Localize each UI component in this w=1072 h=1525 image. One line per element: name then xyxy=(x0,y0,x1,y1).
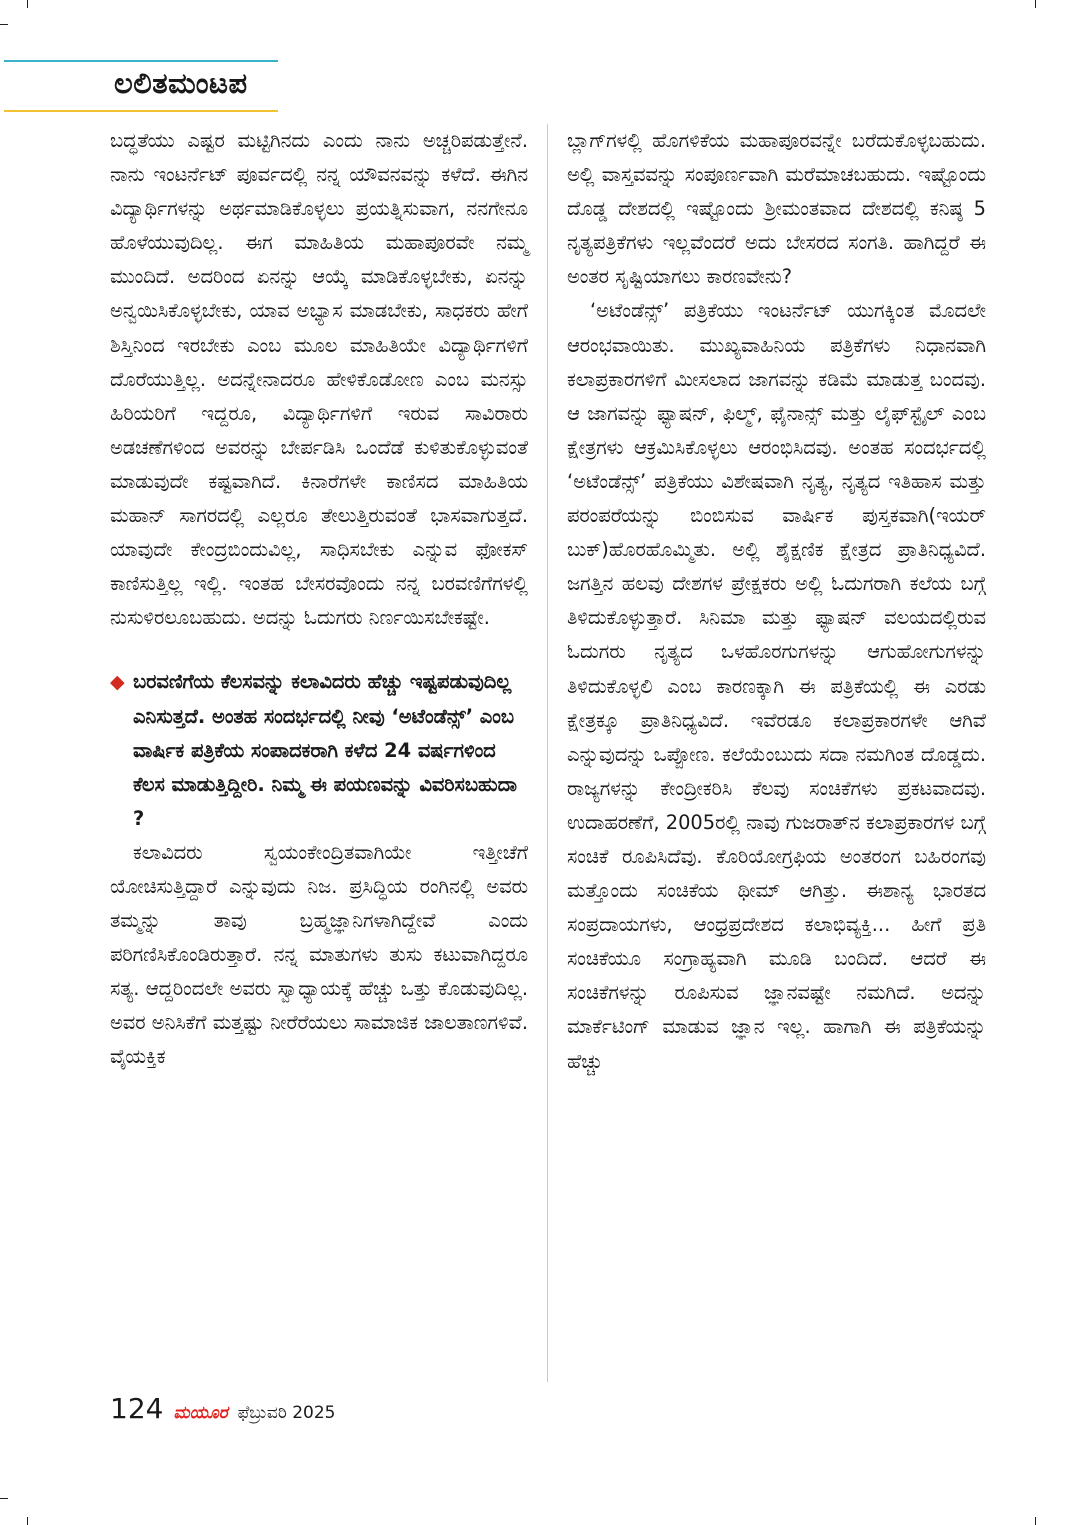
article-paragraph: ಬದ್ಧತೆಯು ಎಷ್ಟರ ಮಟ್ಟಿಗಿನದು ಎಂದು ನಾನು ಅಚ್ಚರಿಪಡುತ್ತೇನೆ. ನಾನು ಇಂಟರ್ನೆಟ್ ಪೂರ್ವದಲ್ಲಿ ನನ್ನ ಯೌವನವನ್ನು ಕಳೆದೆ. ಈಗಿನ ವಿದ್ಯಾರ್ಥಿಗಳನ್ನು ಅರ್ಥಮಾಡಿಕೊಳ್ಳಲು ಪ್ರಯತ್ನಿಸುವಾಗ, ನನಗೇನೂ ಹೊಳೆಯುವುದಿಲ್ಲ. ಈಗ ಮಾಹಿತಿಯ ಮಹಾಪೂರವೇ ನಮ್ಮ ಮುಂದಿದೆ. ಅದರಿಂದ ಏನನ್ನು ಆಯ್ಕೆ ಮಾಡಿಕೊಳ್ಳಬೇಕು, ಏನನ್ನು ಅನ್ವಯಿಸಿಕೊಳ್ಳಬೇಕು, ಯಾವ ಅಭ್ಯಾಸ ಮಾಡಬೇಕು, ಸಾಧಕರು ಹೇಗೆ ಶಿಸ್ತಿನಿಂದ ಇರಬೇಕು ಎಂಬ ಮೂಲ ಮಾಹಿತಿಯೇ ವಿದ್ಯಾರ್ಥಿಗಳಿಗೆ ದೊರೆಯುತ್ತಿಲ್ಲ. ಅದನ್ನೇನಾದರೂ ಹೇಳಿಕೊಡೋಣ ಎಂಬ ಮನಸ್ಸು ಹಿರಿಯರಿಗೆ ಇದ್ದರೂ, ವಿದ್ಯಾರ್ಥಿಗಳಿಗೆ ಇರುವ ಸಾವಿರಾರು ಅಡಚಣೆಗಳಿಂದ ಅವರನ್ನು ಬೇರ್ಪಡಿಸಿ ಒಂದೆಡೆ ಕುಳಿತುಕೊಳ್ಳುವಂತೆ ಮಾಡುವುದೇ ಕಷ್ಟವಾಗಿದೆ. ಕಿನಾರೆಗಳೇ ಕಾಣಿಸದ ಮಾಹಿತಿಯ ಮಹಾನ್ ಸಾಗರದಲ್ಲಿ ಎಲ್ಲರೂ ತೇಲುತ್ತಿರುವಂತೆ ಭಾಸವಾಗುತ್ತದೆ. ಯಾವುದೇ ಕೇಂದ್ರಬಿಂದುವಿಲ್ಲ, ಸಾಧಿಸಬೇಕು ಎನ್ನುವ ಫೋಕಸ್ ಕಾಣಿಸುತ್ತಿಲ್ಲ ಇಲ್ಲಿ. ಇಂತಹ ಬೇಸರವೊಂದು ನನ್ನ ಬರವಣಿಗೆಗಳಲ್ಲಿ ನುಸುಳಿರಲೂಬಹುದು. ಅದನ್ನು ಓದುಗರು ನಿರ್ಣಯಿಸಬೇಕಷ್ಟೇ. xyxy=(110,129,528,630)
article-column-right xyxy=(567,124,986,1079)
interview-question xyxy=(110,665,528,835)
article-paragraph: ಬ್ಲಾಗ್‌ಗಳಲ್ಲಿ ಹೊಗಳಿಕೆಯ ಮಹಾಪೂರವನ್ನೇ ಬರೆದುಕೊಳ್ಳಬಹುದು. ಅಲ್ಲಿ ವಾಸ್ತವವನ್ನು ಸಂಪೂರ್ಣವಾಗಿ ಮರೆಮಾಚಬಹುದು. ಇಷ್ಟೊಂದು ದೊಡ್ಡ ದೇಶದಲ್ಲಿ ಇಷ್ಟೊಂದು ಶ್ರೀಮಂತವಾದ ದೇಶದಲ್ಲಿ ಕನಿಷ್ಠ 5 ನೃತ್ಯಪತ್ರಿಕೆಗಳು ಇಲ್ಲವೆಂದರೆ ಅದು ಬೇಸರದ ಸಂಗತಿ. ಹಾಗಿದ್ದರೆ ಈ ಅಂತರ ಸೃಷ್ಟಿಯಾಗಲು ಕಾರಣವೇನು? xyxy=(567,129,986,289)
question-text: ಬರವಣಿಗೆಯ ಕೆಲಸವನ್ನು ಕಲಾವಿದರು ಹೆಚ್ಚು ಇಷ್ಟಪಡುವುದಿಲ್ಲ ಎನಿಸುತ್ತದೆ. ಅಂತಹ ಸಂದರ್ಭದಲ್ಲಿ ನೀವು ‘ಅಟೆಂಡೆನ್ಸ್’ ಎಂಬ ವಾರ್ಷಿಕ ಪತ್ರಿಕೆಯ ಸಂಪಾದಕರಾಗಿ ಕಳೆದ 24 ವರ್ಷಗಳಿಂದ ಕೆಲಸ ಮಾಡುತ್ತಿದ್ದೀರಿ. ನಿಮ್ಮ ಈ ಪಯಣವನ್ನು ವಿವರಿಸಬಹುದಾ ? xyxy=(133,670,517,830)
crop-mark xyxy=(1035,1517,1036,1525)
crop-mark xyxy=(0,24,8,25)
article-column-left xyxy=(110,124,528,1075)
section-title: ಲಲಿತಮಂಟಪ xyxy=(114,66,248,100)
article-paragraph: ‘ಅಟೆಂಡೆನ್ಸ್’ ಪತ್ರಿಕೆಯು ಇಂಟರ್ನೆಟ್ ಯುಗಕ್ಕಿಂತ ಮೊದಲೇ ಆರಂಭವಾಯಿತು. ಮುಖ್ಯವಾಹಿನಿಯ ಪತ್ರಿಕೆಗಳು ನಿಧಾನವಾಗಿ ಕಲಾಪ್ರಕಾರಗಳಿಗೆ ಮೀಸಲಾದ ಜಾಗವನ್ನು ಕಡಿಮೆ ಮಾಡುತ್ತ ಬಂದವು. ಆ ಜಾಗವನ್ನು ಫ್ಯಾಷನ್, ಫಿಲ್ಮ್, ಫೈನಾನ್ಸ್ ಮತ್ತು ಲೈಫ್‌ಸ್ಟೈಲ್ ಎಂಬ ಕ್ಷೇತ್ರಗಳು ಆಕ್ರಮಿಸಿಕೊಳ್ಳಲು ಆರಂಭಿಸಿದವು. ಅಂತಹ ಸಂದರ್ಭದಲ್ಲಿ ‘ಅಟೆಂಡೆನ್ಸ್’ ಪತ್ರಿಕೆಯು ವಿಶೇಷವಾಗಿ ನೃತ್ಯ, ನೃತ್ಯದ ಇತಿಹಾಸ ಮತ್ತು ಪರಂಪರೆಯನ್ನು ಬಿಂಬಿಸುವ ವಾರ್ಷಿಕ ಪುಸ್ತಕವಾಗಿ(ಇಯರ್ ಬುಕ್)ಹೊರಹೊಮ್ಮಿತು. ಅಲ್ಲಿ ಶೈಕ್ಷಣಿಕ ಕ್ಷೇತ್ರದ ಪ್ರಾತಿನಿಧ್ಯವಿದೆ. ಜಗತ್ತಿನ ಹಲವು ದೇಶಗಳ ಪ್ರೇಕ್ಷಕರು ಅಲ್ಲಿ ಓದುಗರಾಗಿ ಕಲೆಯ ಬಗ್ಗೆ ತಿಳಿದುಕೊಳ್ಳುತ್ತಾರೆ. ಸಿನಿಮಾ ಮತ್ತು ಫ್ಯಾಷನ್ ವಲಯದಲ್ಲಿರುವ ಓದುಗರು ನೃತ್ಯದ ಒಳಹೊರಗುಗಳನ್ನು ಆಗುಹೋಗುಗಳನ್ನು ತಿಳಿದುಕೊಳ್ಳಲಿ ಎಂಬ ಕಾರಣಕ್ಕಾಗಿ ಈ ಪತ್ರಿಕೆಯಲ್ಲಿ ಈ ಎರಡು ಕ್ಷೇತ್ರಕ್ಕೂ ಪ್ರಾತಿನಿಧ್ಯವಿದೆ. ಇವೆರಡೂ ಕಲಾಪ್ರಕಾರಗಳೇ ಆಗಿವೆ ಎನ್ನುವುದನ್ನು ಒಪ್ಪೋಣ. ಕಲೆಯೆಂಬುದು ಸದಾ ನಮಗಿಂತ ದೊಡ್ಡದು. ರಾಜ್ಯಗಳನ್ನು ಕೇಂದ್ರೀಕರಿಸಿ ಕೆಲವು ಸಂಚಿಕೆಗಳು ಪ್ರಕಟವಾದವು. ಉದಾಹರಣೆಗೆ, 2005ರಲ್ಲಿ ನಾವು ಗುಜರಾತ್‌ನ ಕಲಾಪ್ರಕಾರಗಳ ಬಗ್ಗೆ ಸಂಚಿಕೆ ರೂಪಿಸಿದೆವು. ಕೊರಿಯೋಗ್ರಫಿಯ ಅಂತರಂಗ ಬಹಿರಂಗವು ಮತ್ತೊಂದು ಸಂಚಿಕೆಯ ಥೀಮ್ ಆಗಿತ್ತು. ಈಶಾನ್ಯ ಭಾರತದ ಸಂಪ್ರದಾಯಗಳು, ಆಂಧ್ರಪ್ರದೇಶದ ಕಲಾಭಿವ್ಯಕ್ತಿ... ಹೀಗೆ ಪ್ರತಿ ಸಂಚಿಕೆಯೂ ಸಂಗ್ರಾಹ್ಯವಾಗಿ ಮೂಡಿ ಬಂದಿದೆ. ಆದರೆ ಈ ಸಂಚಿಕೆಗಳನ್ನು ರೂಪಿಸುವ ಜ್ಞಾನವಷ್ಟೇ ನಮಗಿದೆ. ಅದನ್ನು ಮಾರ್ಕೆಟಿಂಗ್ ಮಾಡುವ ಜ್ಞಾನ ಇಲ್ಲ. ಹಾಗಾಗಿ ಈ ಪತ್ರಿಕೆಯನ್ನು ಹೆಚ್ಚು xyxy=(567,299,986,1073)
issue-date: ಫೆಬ್ರುವರಿ 2025 xyxy=(237,1403,336,1423)
column-divider xyxy=(547,124,548,1382)
article-paragraph: ಕಲಾವಿದರು ಸ್ವಯಂಕೇಂದ್ರಿತವಾಗಿಯೇ ಇತ್ತೀಚೆಗೆ ಯೋಚಿಸುತ್ತಿದ್ದಾರೆ ಎನ್ನುವುದು ನಿಜ. ಪ್ರಸಿದ್ಧಿಯ ರಂಗಿನಲ್ಲಿ ಅವರು ತಮ್ಮನ್ನು ತಾವು ಬ್ರಹ್ಮಜ್ಞಾನಿಗಳಾಗಿದ್ದೇವೆ ಎಂದು ಪರಿಗಣಿಸಿಕೊಂಡಿರುತ್ತಾರೆ. ನನ್ನ ಮಾತುಗಳು ತುಸು ಕಟುವಾಗಿದ್ದರೂ ಸತ್ಯ. ಆದ್ದರಿಂದಲೇ ಅವರು ಸ್ವಾಧ್ಯಾಯಕ್ಕೆ ಹೆಚ್ಚು ಒತ್ತು ಕೊಡುವುದಿಲ್ಲ. ಅವರ ಅನಿಸಿಕೆಗೆ ಮತ್ತಷ್ಟು ನೀರೆರೆಯಲು ಸಾಮಾಜಿಕ ಜಾಲತಾಣಗಳಿವೆ. ವೈಯಕ್ತಿಕ xyxy=(110,840,528,1069)
crop-mark xyxy=(1035,0,1036,8)
crop-mark xyxy=(27,0,28,8)
page-number: 124 xyxy=(110,1392,164,1425)
diamond-bullet-icon: ◆ xyxy=(110,671,125,694)
section-header xyxy=(4,60,278,112)
magazine-logo: ಮಯೂರ xyxy=(173,1403,228,1423)
crop-mark xyxy=(27,1517,28,1525)
crop-mark xyxy=(0,1498,8,1499)
page-footer xyxy=(110,1392,335,1428)
